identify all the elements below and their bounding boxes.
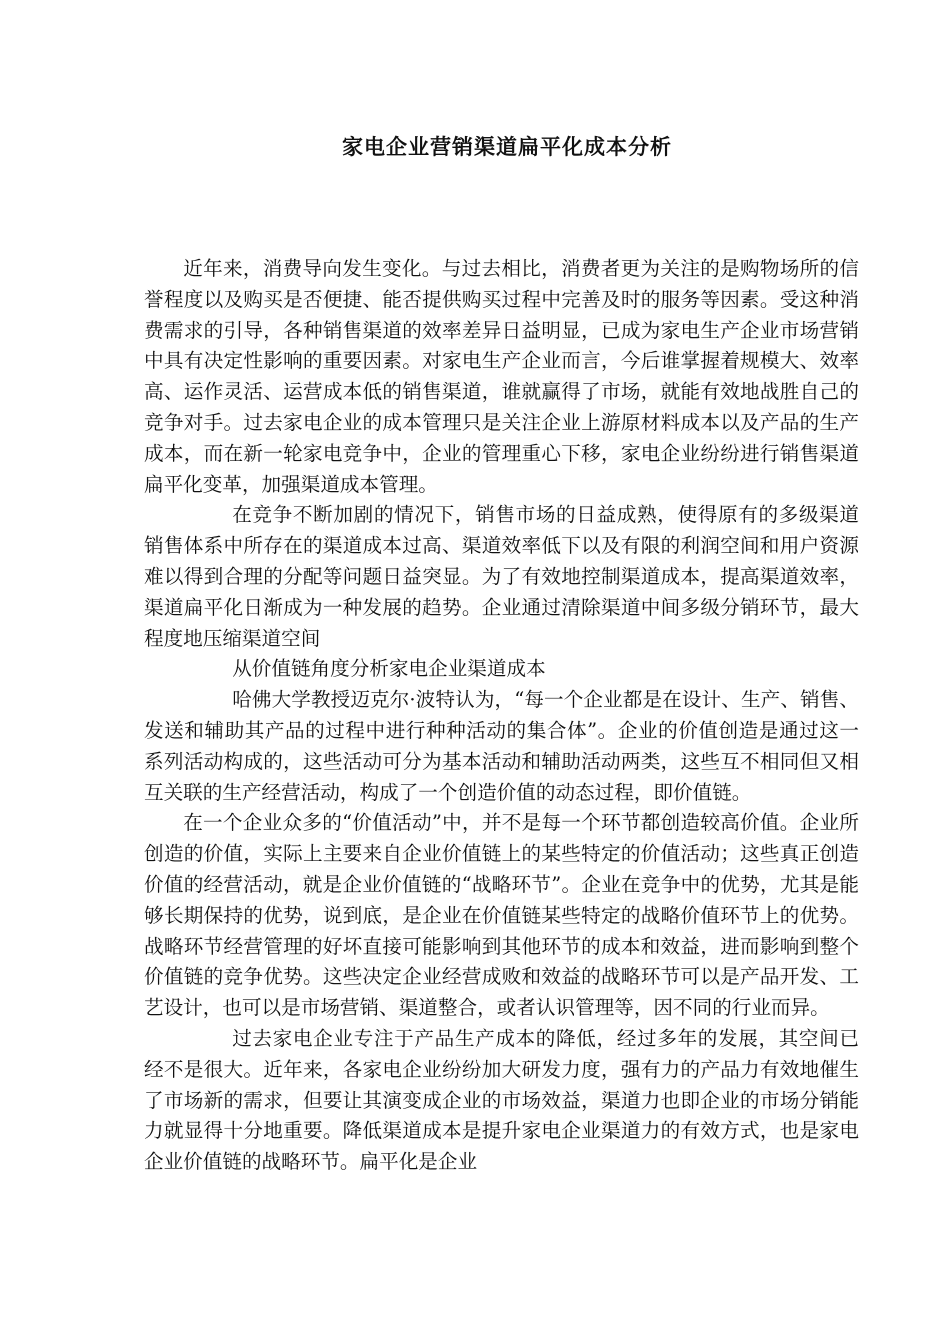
paragraph-2: 在竞争不断加剧的情况下，销售市场的日益成熟，使得原有的多级渠道销售体系中所存在的渠道成本过高、渠道效率低下以及有限的利润空间和用户资源难以得到合理的分配等问题日益突显。为了有效地控制渠道成本，提高渠道效率，渠道扁平化日渐成为一种发展的趋势。企业通过清除渠道中间多级分销环节，最大程度地压缩渠道空间 (144, 503, 859, 650)
paragraph-1: 近年来，消费导向发生变化。与过去相比，消费者更为关注的是购物场所的信誉程度以及购买是否便捷、能否提供购买过程中完善及时的服务等因素。受这种消费需求的引导，各种销售渠道的效率差异日益明显，已成为家电生产企业市场营销中具有决定性影响的重要因素。对家电生产企业而言，今后谁掌握着规模大、效率高、运作灵活、运营成本低的销售渠道，谁就赢得了市场，就能有效地战胜自己的竞争对手。过去家电企业的成本管理只是关注企业上游原材料成本以及产品的生产成本，而在新一轮家电竞争中，企业的管理重心下移，家电企业纷纷进行销售渠道扁平化变革，加强渠道成本管理。 (144, 257, 859, 496)
document-body (144, 254, 859, 1178)
section-heading: 从价值链角度分析家电企业渠道成本 (232, 657, 546, 681)
paragraph-4: 在一个企业众多的“价值活动”中，并不是每一个环节都创造较高价值。企业所创造的价值，实际上主要来自企业价值链上的某些特定的价值活动；这些真正创造价值的经营活动，就是企业价值链的“战略环节”。企业在竞争中的优势，尤其是能够长期保持的优势，说到底，是企业在价值链某些特定的战略价值环节上的优势。战略环节经营管理的好坏直接可能影响到其他环节的成本和效益，进而影响到整个价值链的竞争优势。这些决定企业经营成败和效益的战略环节可以是产品开发、工艺设计，也可以是市场营销、渠道整合，或者认识管理等，因不同的行业而异。 (144, 811, 859, 1020)
paragraph-5: 过去家电企业专注于产品生产成本的降低，经过多年的发展，其空间已经不是很大。近年来，各家电企业纷纷加大研发力度，强有力的产品力有效地催生了市场新的需求，但要让其演变成企业的市场效益，渠道力也即企业的市场分销能力就显得十分地重要。降低渠道成本是提升家电企业渠道力的有效方式，也是家电企业价值链的战略环节。扁平化是企业 (144, 1026, 859, 1174)
document-title: 家电企业营销渠道扁平化成本分析 (342, 134, 672, 159)
paragraph-3: 哈佛大学教授迈克尔·波特认为，“每一个企业都是在设计、生产、销售、发送和辅助其产品的过程中进行种种活动的集合体”。企业的价值创造是通过这一系列活动构成的，这些活动可分为基本活动和辅助活动两类，这些互不相同但又相互关联的生产经营活动，构成了一个创造价值的动态过程，即价值链。 (144, 688, 859, 804)
